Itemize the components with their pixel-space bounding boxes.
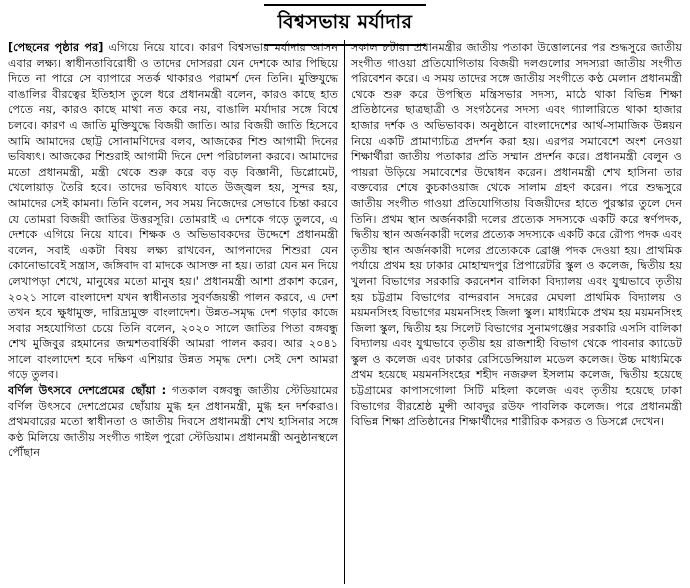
left-paragraph-1 <box>8 40 338 383</box>
article-columns <box>8 40 682 584</box>
left-paragraph-2 <box>8 383 338 461</box>
headline: বিশ্বসভায় মর্যাদার <box>264 4 427 46</box>
left-paragraph-2-text: গতকাল বঙ্গবন্ধু জাতীয় স্টেডিয়ামের বর্ণিল উৎসবে দেশপ্রেমের ছোঁয়ায় মুগ্ধ হন প্রধানমন্ত্রী, মুগ্ধ হন দর্শকরাও। প্রথমবারের মতো স্বাধীনতা ও জাতীয় দিবসে প্রধানমন্ত্রী শেখ হাসিনার সঙ্গে কণ্ঠ মিলিয়ে জাতীয় সংগীত গাইল পুরো স্টেডিয়াম। প্রধানমন্ত্রী অনুষ্ঠানস্থলে পৌঁছান <box>8 384 339 460</box>
right-column <box>345 40 682 584</box>
continuation-marker: [পেছনের পৃষ্ঠার পর] <box>8 41 104 54</box>
left-column <box>8 40 345 584</box>
left-paragraph-1-text: এগিয়ে নিয়ে যাবে। কারণ বিশ্বসভার মর্যাদার আসন এবার লক্ষ্য। স্বাধীনতাবিরোধী ও তাদের দোসররা যেন দেশকে আর পিছিয়ে দিতে না পারে সে ব্যাপারে সতর্ক থাকারও পরামর্শ দেন তিনি। মুক্তিযুদ্ধে বাঙালির বীরত্বের ইতিহাস তুলে ধরে প্রধানমন্ত্রী বলেন, কারও কাছে হাত পেতে নয়, কারও কাছে মাথা নত করে নয়, বাঙালি মর্যাদার সঙ্গে বিশ্বে চলবে। কারণ এ জাতি মুক্তিযুদ্ধে বিজয়ী জাতি। আর বিজয়ী জাতি হিসেবে আমি আমাদের ছোট্ট সোনামণিদের বলব, আজকের শিশু আগামী দিনের ভবিষ্যৎ। আজকের শিশুরাই আগামী দিনে দেশ পরিচালনা করবে। আমাদের মতো প্রধানমন্ত্রী, মন্ত্রী থেকে শুরু করে বড় বড় বিজ্ঞানী, ডিপ্লোমেট, খেলোয়াড় তৈরি হবে। তাদের ভবিষ্যৎ যাতে উজ্জ্বল হয়, সুন্দর হয়, আমাদের সেই কামনা। তিনি বলেন, সব সময় নিজেদের সেভাবে চিন্তা করবে যে তোমরা বিজয়ী জাতির উত্তরসূরি। তোমরাই এ দেশকে গড়ে তুলবে, এ দেশকে এগিয়ে নিয়ে যাবে। শিক্ষক ও অভিভাবকদের উদ্দেশে প্রধানমন্ত্রী বলেন, সবাই একটা বিষয় লক্ষ্য রাখবেন, আপনাদের শিশুরা যেন কোনোভাবেই সন্ত্রাস, জঙ্গিবাদ বা মাদকে আসক্ত না হয়। তারা যেন মন দিয়ে লেখাপড়া শেখে, মানুষের মতো মানুষ হয়।' প্রধানমন্ত্রী আশা প্রকাশ করেন, ২০২১ সালে বাংলাদেশ যখন স্বাধীনতার সুবর্ণজয়ন্তী পালন করবে, এ দেশ তখন হবে ক্ষুধামুক্ত, দারিদ্র্যমুক্ত বাংলাদেশ। উন্নত-সমৃদ্ধ দেশ গড়ার কাজে সবার সহযোগিতা চেয়ে তিনি বলেন, ২০২০ সালে জাতির পিতা বঙ্গবন্ধু শেখ মুজিবুর রহমানের জন্মশতবার্ষিকী আমরা পালন করব। আর ২০৪১ সালে বাংলাদেশ হবে দক্ষিণ এশিয়ার উন্নত সমৃদ্ধ দেশ। সেই দেশ আমরা গড়ে তুলব। <box>8 41 338 382</box>
subheading: বর্ণিল উৎসবে দেশপ্রেমের ছোঁয়া : <box>8 384 167 398</box>
right-paragraph-1: সকাল ৮টায়। প্রধানমন্ত্রীর জাতীয় পতাকা উত্তোলনের পর শুদ্ধসুরে জাতীয় সংগীত গাওয়া প্রতিযোগিতায় বিজয়ী দলগুলোর সদস্যরা জাতীয় সংগীত পরিবেশন করে। এ সময় তাদের সঙ্গে জাতীয় সংগীতে কণ্ঠ মেলান প্রধানমন্ত্রী থেকে শুরু করে উপস্থিত মন্ত্রিসভার সদস্য, মাঠে থাকা বিভিন্ন শিক্ষা প্রতিষ্ঠানের ছাত্রছাত্রী ও সংগঠনের সদস্য এবং গ্যালারিতে থাকা হাজার হাজার দর্শক ও অভিভাবক। অনুষ্ঠানে বাংলাদেশের আর্থ-সামাজিক উন্নয়ন নিয়ে একটি প্রামাণ্যচিত্র প্রদর্শন করা হয়। এরপর সমাবেশে অংশ নেওয়া শিক্ষার্থীরা জাতীয় পতাকার প্রতি সম্মান প্রদর্শন করে। প্রধানমন্ত্রী বেলুন ও পায়রা উড়িয়ে সমাবেশের উদ্বোধন করেন। প্রধানমন্ত্রী শেখ হাসিনা তার বক্তব্যের শেষে কুচকাওয়াজ থেকে সালাম গ্রহণ করেন। পরে শুদ্ধসুরে জাতীয় সংগীত গাওয়া প্রতিযোগিতায় বিজয়ীদের হাতে পুরস্কার তুলে দেন তিনি। প্রথম স্থান অর্জনকারী দলের প্রত্যেক সদস্যকে একটি করে স্বর্ণপদক, দ্বিতীয় স্থান অর্জনকারী দলের প্রত্যেক সদস্যকে একটি করে রৌপ্য পদক এবং তৃতীয় স্থান অর্জনকারী দলের প্রত্যেককে ব্রোঞ্জ পদক দেওয়া হয়। প্রাথমিক পর্যায়ে প্রথম হয় ঢাকার মোহাম্মদপুর প্রিপারেটরি স্কুল ও কলেজ, দ্বিতীয় হয় খুলনা বিভাগের সরকারি করনেশন বালিকা বিদ্যালয় এবং যুগ্মভাবে তৃতীয় হয় চট্টগ্রাম বিভাগের বান্দরবান সদরের মেঘলা প্রাথমিক বিদ্যালয় ও ময়মনসিংহ বিভাগের ময়মনসিংহ জিলা স্কুল। মাধ্যমিকে প্রথম হয় ময়মনসিংহ জিলা স্কুল, দ্বিতীয় হয় সিলেট বিভাগের সুনামগঞ্জের সরকারি এসসি বালিকা বিদ্যালয় এবং যুগ্মভাবে তৃতীয় হয় রাজশাহী বিভাগ থেকে পাবনার ক্যাডেট স্কুল ও কলেজ এবং ঢাকার রেসিডেন্সিয়াল মডেল কলেজ। উচ্চ মাধ্যমিকে প্রথম হয়েছে ময়মনসিংহের শহীদ নজরুল ইসলাম কলেজ, দ্বিতীয় হয়েছে চট্টগ্রামের কাপাসগোলা সিটি মহিলা কলেজ এবং তৃতীয় হয়েছে ঢাকা বিভাগের বীরশ্রেষ্ঠ মুন্সী আবদুর রউফ পাবলিক কলেজ। পরে প্রধানমন্ত্রী বিভিন্ন শিক্ষা প্রতিষ্ঠানের শিক্ষার্থীদের শারীরিক কসরত ও ডিসপ্লে দেখেন। <box>351 41 682 429</box>
